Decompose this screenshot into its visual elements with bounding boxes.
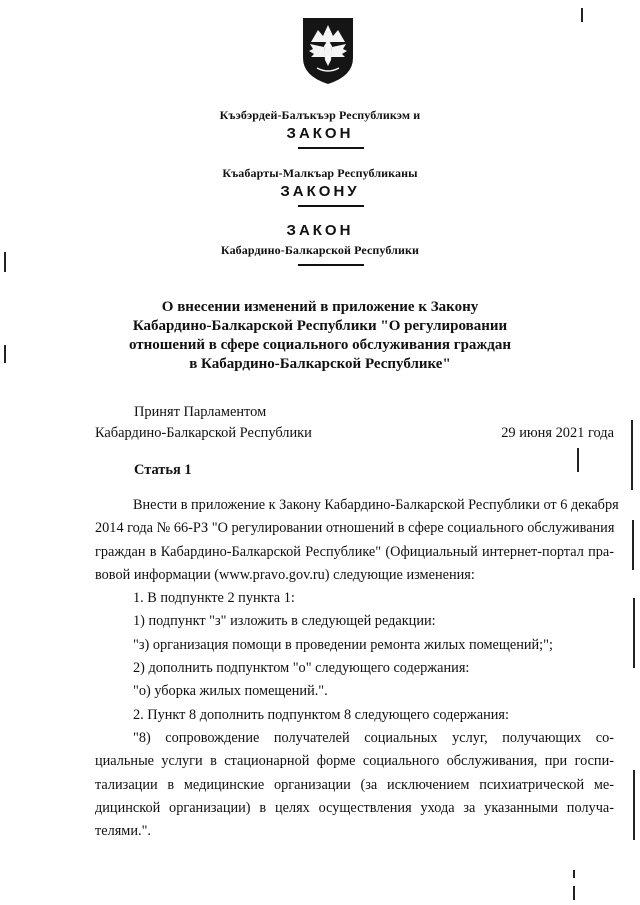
scan-mark [633,770,635,840]
article-line: граждан в Кабардино-Балкарской Республике" (Официальный интернет-портал пра- [95,543,614,560]
article-line: 1) подпункт "з" изложить в следующей редакции: [133,613,436,630]
article-line: 2) дополнить подпунктом "о" следующего содержания: [133,660,470,677]
adoption-republic: Кабардино-Балкарской Республики [95,425,312,441]
header-kabardian-republic: Къэбэрдей-Балъкъэр Республикэм и [219,108,421,122]
header-russian-law: ЗАКОН [286,222,354,239]
article-line: вовой информации (www.pravo.gov.ru) следующие изменения: [95,566,475,583]
article-line: 2. Пункт 8 дополнить подпунктом 8 следующего содержания: [133,706,509,723]
law-title-line: О внесении изменений в приложение к Закону [161,299,479,315]
adoption-body: Принят Парламентом [134,404,267,420]
header-divider [298,147,364,149]
header-kabardian-law: ЗАКОН [286,125,354,142]
article-line: тализации в медицинские организации (за исключением психиатрической ме- [95,776,614,793]
header-divider [298,264,364,266]
article-line: циальные услуги в стационарной форме социального обслуживания, при госпи- [95,753,614,770]
article-heading: Статья 1 [134,462,192,478]
article-body [95,494,619,843]
scan-mark [633,598,635,668]
article-line: Внести в приложение к Закону Кабардино-Балкарской Республики от 6 декабря [133,497,619,513]
article-line: "8) сопровождение получателей социальных услуг, получающих со- [133,729,614,746]
law-title-line: отношений в сфере социального обслуживания граждан [128,337,512,353]
header-balkar-republic: Къабарты-Малкъар Республиканы [222,166,418,180]
scan-mark [581,8,583,22]
scan-mark [573,870,575,878]
scan-mark [573,886,575,900]
scan-mark [577,448,579,472]
coat-of-arms-emblem [301,16,355,86]
article-line: телями.". [95,823,151,840]
law-title-line: в Кабардино-Балкарской Республике" [189,356,451,372]
scan-mark [632,520,634,570]
article-line: дицинской организации) в целях осуществления ухода за указанными получа- [95,799,614,816]
article-line: "з) организация помощи в проведении ремонта жилых помещений;"; [133,636,553,653]
article-line: "о) уборка жилых помещений.". [133,683,328,700]
header-russian-republic: Кабардино-Балкарской Республики [220,243,420,257]
adoption-date: 29 июня 2021 года [501,425,614,441]
law-title [0,298,640,374]
header-balkar-law: ЗАКОНУ [280,183,360,200]
article-line: 1. В подпункте 2 пункта 1: [133,590,295,607]
law-title-line: Кабардино-Балкарской Республики "О регулировании [132,318,508,334]
article-line: 2014 года № 66-РЗ "О регулировании отношений в сфере социального обслуживания [95,520,615,537]
header-divider [298,205,364,207]
scan-mark [631,420,633,490]
